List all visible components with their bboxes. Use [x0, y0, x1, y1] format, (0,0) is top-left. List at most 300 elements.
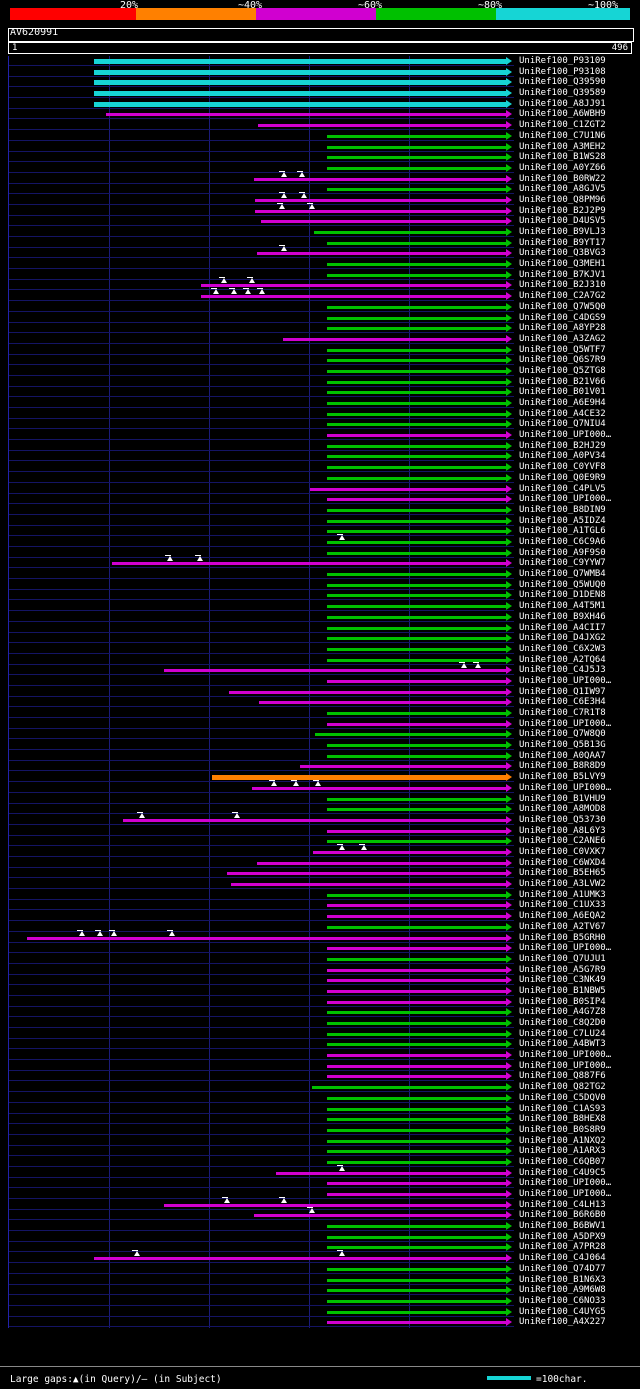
hit-label[interactable]: UniRef100_A3MEH2 [519, 142, 606, 152]
hit-label[interactable]: UniRef100_Q5B13G [519, 740, 606, 750]
subject-gap-marker [222, 1197, 228, 1198]
alignment-bar[interactable] [315, 733, 506, 736]
alignment-bar[interactable] [327, 915, 506, 918]
alignment-arrowhead [506, 452, 512, 460]
alignment-bar[interactable] [258, 124, 506, 127]
row-baseline [9, 1177, 514, 1178]
hit-label[interactable]: UniRef100_P93109 [519, 56, 606, 66]
hit-label[interactable]: UniRef100_B5GRH0 [519, 933, 606, 943]
hit-label[interactable]: UniRef100_A8GJV5 [519, 184, 606, 194]
alignment-bar[interactable] [327, 370, 506, 373]
hit-label[interactable]: UniRef100_C6E3H4 [519, 697, 606, 707]
alignment-bar[interactable] [327, 958, 506, 961]
hit-label[interactable]: UniRef100_B6BWV1 [519, 1221, 606, 1231]
alignment-bar[interactable] [327, 156, 506, 159]
row-baseline [9, 664, 514, 665]
row-baseline [9, 856, 514, 857]
hit-label[interactable]: UniRef100_Q82TG2 [519, 1082, 606, 1092]
alignment-bar[interactable] [201, 284, 506, 287]
alignment-bar[interactable] [327, 1311, 506, 1314]
alignment-bar[interactable] [327, 1054, 506, 1057]
row-baseline [9, 824, 514, 825]
hit-label[interactable]: UniRef100_B0S8R9 [519, 1125, 606, 1135]
alignment-bar[interactable] [327, 594, 506, 597]
alignment-bar[interactable] [259, 701, 506, 704]
hit-label[interactable]: UniRef100_Q39590 [519, 77, 606, 87]
hit-label[interactable]: UniRef100_B0SIP4 [519, 997, 606, 1007]
hit-label[interactable]: UniRef100_A9M6W8 [519, 1285, 606, 1295]
hit-label[interactable]: UniRef100_Q7UJU1 [519, 954, 606, 964]
hit-label[interactable]: UniRef100_UPI000… [519, 1050, 612, 1060]
hit-label[interactable]: UniRef100_B0RW22 [519, 174, 606, 184]
alignment-bar[interactable] [310, 488, 506, 491]
alignment-bar[interactable] [327, 167, 506, 170]
hit-label[interactable]: UniRef100_UPI000… [519, 783, 612, 793]
alignment-bar[interactable] [327, 466, 506, 469]
alignment-bar[interactable] [327, 680, 506, 683]
hit-label[interactable]: UniRef100_B8R8D9 [519, 761, 606, 771]
alignment-bar[interactable] [252, 787, 506, 790]
hit-label[interactable]: UniRef100_A1NXQ2 [519, 1136, 606, 1146]
hit-label[interactable]: UniRef100_C4J5J3 [519, 665, 606, 675]
alignment-bar[interactable] [327, 605, 506, 608]
alignment-bar[interactable] [164, 669, 506, 672]
alignment-bar[interactable] [327, 274, 506, 277]
alignment-bar[interactable] [327, 926, 506, 929]
alignment-bar[interactable] [327, 1300, 506, 1303]
alignment-bar[interactable] [327, 1043, 506, 1046]
hit-label[interactable]: UniRef100_Q53730 [519, 815, 606, 825]
alignment-bar[interactable] [112, 562, 506, 565]
alignment-arrowhead [506, 164, 512, 172]
alignment-bar[interactable] [327, 455, 506, 458]
alignment-bar[interactable] [327, 135, 506, 138]
subject-gap-marker [229, 288, 235, 289]
hit-label[interactable]: UniRef100_B2HJ29 [519, 441, 606, 451]
row-baseline [9, 193, 514, 194]
alignment-bar[interactable] [327, 1001, 506, 1004]
row-baseline [9, 781, 514, 782]
query-gap-marker-icon [299, 172, 305, 177]
hit-label[interactable]: UniRef100_Q5ZTG8 [519, 366, 606, 376]
hit-label[interactable]: UniRef100_A4CE32 [519, 409, 606, 419]
hit-label[interactable]: UniRef100_C6WXD4 [519, 858, 606, 868]
hit-label[interactable]: UniRef100_C7R1T8 [519, 708, 606, 718]
hit-label[interactable]: UniRef100_C2ANE6 [519, 836, 606, 846]
hit-label[interactable]: UniRef100_A5G7R9 [519, 965, 606, 975]
alignment-bar[interactable] [327, 1129, 506, 1132]
alignment-bar[interactable] [257, 252, 506, 255]
alignment-bar[interactable] [327, 1225, 506, 1228]
alignment-bar[interactable] [327, 306, 506, 309]
hit-label[interactable]: UniRef100_D4USV5 [519, 216, 606, 226]
alignment-bar[interactable] [327, 723, 506, 726]
hit-label[interactable]: UniRef100_UPI000… [519, 494, 612, 504]
alignment-bar[interactable] [327, 990, 506, 993]
alignment-arrowhead [506, 1137, 512, 1145]
alignment-bar[interactable] [261, 220, 506, 223]
row-baseline [9, 172, 514, 173]
alignment-bar[interactable] [327, 712, 506, 715]
query-gap-marker-icon [293, 781, 299, 786]
alignment-bar[interactable] [327, 445, 506, 448]
alignment-bar[interactable] [94, 59, 506, 64]
hit-label[interactable]: UniRef100_Q5WUQ0 [519, 580, 606, 590]
hit-label[interactable]: UniRef100_C9YYW7 [519, 558, 606, 568]
alignment-bar[interactable] [327, 969, 506, 972]
alignment-bar[interactable] [327, 1161, 506, 1164]
row-baseline [9, 632, 514, 633]
alignment-bar[interactable] [327, 947, 506, 950]
hit-label[interactable]: UniRef100_A6E9H4 [519, 398, 606, 408]
hit-label[interactable]: UniRef100_B1VHU9 [519, 794, 606, 804]
hit-label[interactable]: UniRef100_A8L6Y3 [519, 826, 606, 836]
row-baseline [9, 386, 514, 387]
hit-label[interactable]: UniRef100_A9F9S0 [519, 548, 606, 558]
alignment-bar[interactable] [327, 188, 506, 191]
row-baseline [9, 396, 514, 397]
hit-label[interactable]: UniRef100_C7LU24 [519, 1029, 606, 1039]
alignment-bar[interactable] [312, 1086, 506, 1089]
alignment-bar[interactable] [327, 1268, 506, 1271]
alignment-bar[interactable] [327, 423, 506, 426]
hit-label[interactable]: UniRef100_A7PR28 [519, 1242, 606, 1252]
alignment-bar[interactable] [164, 1204, 506, 1207]
hit-label[interactable]: UniRef100_C1AS93 [519, 1104, 606, 1114]
hit-label[interactable]: UniRef100_Q7W5Q0 [519, 302, 606, 312]
hit-label[interactable]: UniRef100_B2J2P9 [519, 206, 606, 216]
row-baseline [9, 792, 514, 793]
alignment-bar[interactable] [327, 894, 506, 897]
alignment-bar[interactable] [327, 616, 506, 619]
hit-label[interactable]: UniRef100_B5LVY9 [519, 772, 606, 782]
alignment-bar[interactable] [327, 1150, 506, 1153]
hit-label[interactable]: UniRef100_C1ZGT2 [519, 120, 606, 130]
hit-label[interactable]: UniRef100_B21V66 [519, 377, 606, 387]
hit-label[interactable]: UniRef100_Q74D77 [519, 1264, 606, 1274]
hit-label[interactable]: UniRef100_C4U9C5 [519, 1168, 606, 1178]
hit-label[interactable]: UniRef100_D4JXG2 [519, 633, 606, 643]
row-baseline [9, 343, 514, 344]
alignment-bar[interactable] [327, 904, 506, 907]
hit-label[interactable]: UniRef100_B1N6X3 [519, 1275, 606, 1285]
alignment-bar[interactable] [123, 819, 506, 822]
row-baseline [9, 375, 514, 376]
row-baseline [9, 311, 514, 312]
alignment-arrowhead [506, 495, 512, 503]
hit-label[interactable]: UniRef100_C4J064 [519, 1253, 606, 1263]
alignment-bar[interactable] [327, 242, 506, 245]
hit-label[interactable]: UniRef100_C5DQV0 [519, 1093, 606, 1103]
hit-label[interactable]: UniRef100_A6EQA2 [519, 911, 606, 921]
alignment-bar[interactable] [327, 146, 506, 149]
alignment-bar[interactable] [327, 349, 506, 352]
hit-label[interactable]: UniRef100_C6NO33 [519, 1296, 606, 1306]
alignment-bar[interactable] [327, 498, 506, 501]
row-baseline [9, 567, 514, 568]
alignment-bar[interactable] [327, 402, 506, 405]
alignment-bar[interactable] [327, 1289, 506, 1292]
hit-label[interactable]: UniRef100_UPI000… [519, 719, 612, 729]
hit-label[interactable]: UniRef100_UPI000… [519, 430, 612, 440]
hit-label[interactable]: UniRef100_B9YT17 [519, 238, 606, 248]
alignment-arrowhead [506, 955, 512, 963]
alignment-arrowhead [506, 966, 512, 974]
hit-label[interactable]: UniRef100_B8HEX8 [519, 1114, 606, 1124]
query-gap-marker-icon [309, 204, 315, 209]
hit-label[interactable]: UniRef100_C0VXK7 [519, 847, 606, 857]
alignment-arrowhead [506, 901, 512, 909]
row-baseline [9, 1230, 514, 1231]
hit-label[interactable]: UniRef100_A4G7Z8 [519, 1007, 606, 1017]
alignment-arrowhead [506, 816, 512, 824]
hit-label[interactable]: UniRef100_A0QAA7 [519, 751, 606, 761]
subject-gap-marker [165, 555, 171, 556]
alignment-bar[interactable] [327, 573, 506, 576]
hit-label[interactable]: UniRef100_C4PLV5 [519, 484, 606, 494]
hit-label[interactable]: UniRef100_A1TGL6 [519, 526, 606, 536]
hit-label[interactable]: UniRef100_UPI000… [519, 1189, 612, 1199]
alignment-bar[interactable] [94, 80, 506, 85]
hit-label[interactable]: UniRef100_Q39589 [519, 88, 606, 98]
alignment-arrowhead [506, 998, 512, 1006]
legend-segment [136, 8, 198, 20]
hit-label[interactable]: UniRef100_Q6S7R9 [519, 355, 606, 365]
alignment-bar[interactable] [327, 755, 506, 758]
query-coordinate-ruler [8, 42, 632, 54]
hit-label[interactable]: UniRef100_A2TV67 [519, 922, 606, 932]
hit-label[interactable]: UniRef100_Q0E9R9 [519, 473, 606, 483]
hit-label[interactable]: UniRef100_C1UX33 [519, 900, 606, 910]
hit-label[interactable]: UniRef100_Q7W8Q0 [519, 729, 606, 739]
alignment-bar[interactable] [327, 1193, 506, 1196]
alignment-bar[interactable] [254, 1214, 506, 1217]
hit-label[interactable]: UniRef100_C4LH13 [519, 1200, 606, 1210]
hit-label[interactable]: UniRef100_A8JJ91 [519, 99, 606, 109]
alignment-arrowhead [506, 260, 512, 268]
alignment-bar[interactable] [327, 552, 506, 555]
alignment-bar[interactable] [327, 263, 506, 266]
alignment-arrowhead [506, 506, 512, 514]
alignment-arrowhead [506, 474, 512, 482]
query-gap-marker-icon [339, 845, 345, 850]
alignment-bar[interactable] [327, 509, 506, 512]
hit-label[interactable]: UniRef100_UPI000… [519, 1178, 612, 1188]
row-baseline [9, 418, 514, 419]
hit-label[interactable]: UniRef100_B9VLJ3 [519, 227, 606, 237]
hit-label[interactable]: UniRef100_UPI000… [519, 1061, 612, 1071]
alignment-bar[interactable] [327, 979, 506, 982]
alignment-bar[interactable] [327, 1140, 506, 1143]
alignment-arrowhead [506, 730, 512, 738]
alignment-bar[interactable] [327, 317, 506, 320]
hit-label[interactable]: UniRef100_A8YP28 [519, 323, 606, 333]
hit-label[interactable]: UniRef100_A8MOD8 [519, 804, 606, 814]
alignment-bar[interactable] [327, 637, 506, 640]
alignment-bar[interactable] [327, 1236, 506, 1239]
hit-label[interactable]: UniRef100_D1DEN8 [519, 590, 606, 600]
hit-label[interactable]: UniRef100_Q3BVG3 [519, 248, 606, 258]
alignment-bar[interactable] [327, 798, 506, 801]
hit-label[interactable]: UniRef100_Q5WTF7 [519, 345, 606, 355]
hit-label[interactable]: UniRef100_C4UYG5 [519, 1307, 606, 1317]
hit-label[interactable]: UniRef100_C0YVF8 [519, 462, 606, 472]
hit-label[interactable]: UniRef100_C7U1N6 [519, 131, 606, 141]
alignment-bar[interactable] [327, 830, 506, 833]
hit-label[interactable]: UniRef100_C6X2W3 [519, 644, 606, 654]
alignment-bar[interactable] [276, 1172, 506, 1175]
hit-label[interactable]: UniRef100_A0PV34 [519, 451, 606, 461]
row-baseline [9, 685, 514, 686]
query-gap-marker-icon [169, 931, 175, 936]
hit-label[interactable]: UniRef100_B01V01 [519, 387, 606, 397]
hit-label[interactable]: UniRef100_UPI000… [519, 676, 612, 686]
alignment-bar[interactable] [327, 584, 506, 587]
hit-label[interactable]: UniRef100_A4BWT3 [519, 1039, 606, 1049]
alignment-bar[interactable] [327, 1022, 506, 1025]
alignment-bar[interactable] [327, 744, 506, 747]
alignment-bar[interactable] [229, 691, 506, 694]
hit-label[interactable]: UniRef100_Q7WMB4 [519, 569, 606, 579]
alignment-bar[interactable] [327, 520, 506, 523]
alignment-bar[interactable] [327, 1182, 506, 1185]
hit-label[interactable]: UniRef100_A1ARX3 [519, 1146, 606, 1156]
alignment-bar[interactable] [327, 541, 506, 544]
alignment-bar[interactable] [314, 231, 506, 234]
hit-label[interactable]: UniRef100_A3ZAG2 [519, 334, 606, 344]
alignment-arrowhead [506, 666, 512, 674]
hit-label[interactable]: UniRef100_B7KJV1 [519, 270, 606, 280]
alignment-bar[interactable] [327, 1075, 506, 1078]
alignment-bar[interactable] [300, 765, 506, 768]
hit-label[interactable]: UniRef100_Q8PM96 [519, 195, 606, 205]
row-baseline [9, 1284, 514, 1285]
subject-gap-marker [257, 288, 263, 289]
hit-label[interactable]: UniRef100_A4X227 [519, 1317, 606, 1327]
alignment-bar[interactable] [327, 434, 506, 437]
subject-gap-marker [137, 812, 143, 813]
alignment-bar[interactable] [327, 1118, 506, 1121]
hit-label[interactable]: UniRef100_A2TQ64 [519, 655, 606, 665]
alignment-bar[interactable] [27, 937, 506, 940]
hit-label[interactable]: UniRef100_B1WS28 [519, 152, 606, 162]
alignment-bar[interactable] [327, 627, 506, 630]
legend-tick-label: 20% [120, 0, 139, 11]
alignment-bar[interactable] [327, 1033, 506, 1036]
hit-label[interactable]: UniRef100_C8Q2D0 [519, 1018, 606, 1028]
row-baseline [9, 268, 514, 269]
alignment-bar[interactable] [327, 1246, 506, 1249]
alignment-bar[interactable] [255, 199, 506, 202]
hit-label[interactable]: UniRef100_Q887F6 [519, 1071, 606, 1081]
hit-label[interactable]: UniRef100_P93108 [519, 67, 606, 77]
alignment-bar[interactable] [257, 862, 506, 865]
alignment-bar[interactable] [327, 327, 506, 330]
hit-label[interactable]: UniRef100_A4CII7 [519, 623, 606, 633]
alignment-bar[interactable] [94, 70, 506, 75]
alignment-arrowhead [506, 987, 512, 995]
alignment-bar[interactable] [227, 872, 506, 875]
hit-label[interactable]: UniRef100_A4T5M1 [519, 601, 606, 611]
alignment-bar[interactable] [327, 1108, 506, 1111]
row-baseline [9, 86, 514, 87]
alignment-bar[interactable] [255, 210, 506, 213]
legend-tick-label: ~40% [238, 0, 263, 11]
query-gap-marker-icon [134, 1251, 140, 1256]
alignment-bar[interactable] [94, 91, 506, 96]
hit-label[interactable]: UniRef100_B2J310 [519, 280, 606, 290]
alignment-arrowhead [506, 185, 512, 193]
hit-label[interactable]: UniRef100_C6QB07 [519, 1157, 606, 1167]
hit-label[interactable]: UniRef100_A3LVW2 [519, 879, 606, 889]
row-baseline [9, 247, 514, 248]
alignment-bar[interactable] [327, 381, 506, 384]
alignment-bar[interactable] [327, 840, 506, 843]
hit-label[interactable]: UniRef100_Q7NIU4 [519, 419, 606, 429]
hit-label[interactable]: UniRef100_B6R6B0 [519, 1210, 606, 1220]
alignment-bar[interactable] [327, 1065, 506, 1068]
hit-label[interactable]: UniRef100_B5EH65 [519, 868, 606, 878]
alignment-bar[interactable] [327, 413, 506, 416]
alignment-bar[interactable] [201, 295, 506, 298]
alignment-arrowhead [506, 827, 512, 835]
alignment-bar[interactable] [106, 113, 506, 116]
alignment-arrowhead [506, 78, 512, 86]
hit-label[interactable]: UniRef100_C6C9A6 [519, 537, 606, 547]
alignment-bar[interactable] [327, 1321, 506, 1324]
hit-label[interactable]: UniRef100_A1UMK3 [519, 890, 606, 900]
hit-label[interactable]: UniRef100_C4DGS9 [519, 313, 606, 323]
hit-label[interactable]: UniRef100_C2A7G2 [519, 291, 606, 301]
hit-label[interactable]: UniRef100_B1NBW5 [519, 986, 606, 996]
hit-label[interactable]: UniRef100_B9XH46 [519, 612, 606, 622]
alignment-bar[interactable] [231, 883, 506, 886]
hit-label[interactable]: UniRef100_UPI000… [519, 943, 612, 953]
hit-label[interactable]: UniRef100_A6WBH9 [519, 109, 606, 119]
alignment-bar[interactable] [327, 359, 506, 362]
alignment-bar[interactable] [212, 775, 506, 780]
alignment-arrowhead [506, 1072, 512, 1080]
alignment-arrowhead [506, 805, 512, 813]
alignment-bar[interactable] [283, 338, 506, 341]
alignment-bar[interactable] [327, 391, 506, 394]
alignment-bar[interactable] [327, 530, 506, 533]
hit-label[interactable]: UniRef100_Q3MEH1 [519, 259, 606, 269]
alignment-arrowhead [506, 292, 512, 300]
alignment-bar[interactable] [327, 1011, 506, 1014]
hit-label[interactable]: UniRef100_A0YZ66 [519, 163, 606, 173]
alignment-bar[interactable] [94, 102, 506, 107]
query-gap-marker-icon [339, 535, 345, 540]
alignment-bar[interactable] [327, 659, 506, 662]
alignment-bar[interactable] [313, 851, 506, 854]
alignment-bar[interactable] [327, 808, 506, 811]
alignment-bar[interactable] [327, 1279, 506, 1282]
hit-label[interactable]: UniRef100_A5IDZ4 [519, 516, 606, 526]
hit-label[interactable]: UniRef100_B8DIN9 [519, 505, 606, 515]
alignment-bar[interactable] [327, 1097, 506, 1100]
hit-label[interactable]: UniRef100_Q1IW97 [519, 687, 606, 697]
alignment-bar[interactable] [254, 178, 506, 181]
alignment-bar[interactable] [327, 477, 506, 480]
alignment-bar[interactable] [327, 648, 506, 651]
query-gap-marker-icon [97, 931, 103, 936]
row-baseline [9, 867, 514, 868]
hit-label[interactable]: UniRef100_C3NK49 [519, 975, 606, 985]
alignment-arrowhead [506, 1190, 512, 1198]
hit-label[interactable]: UniRef100_A5DPX9 [519, 1232, 606, 1242]
alignment-bar[interactable] [94, 1257, 506, 1260]
